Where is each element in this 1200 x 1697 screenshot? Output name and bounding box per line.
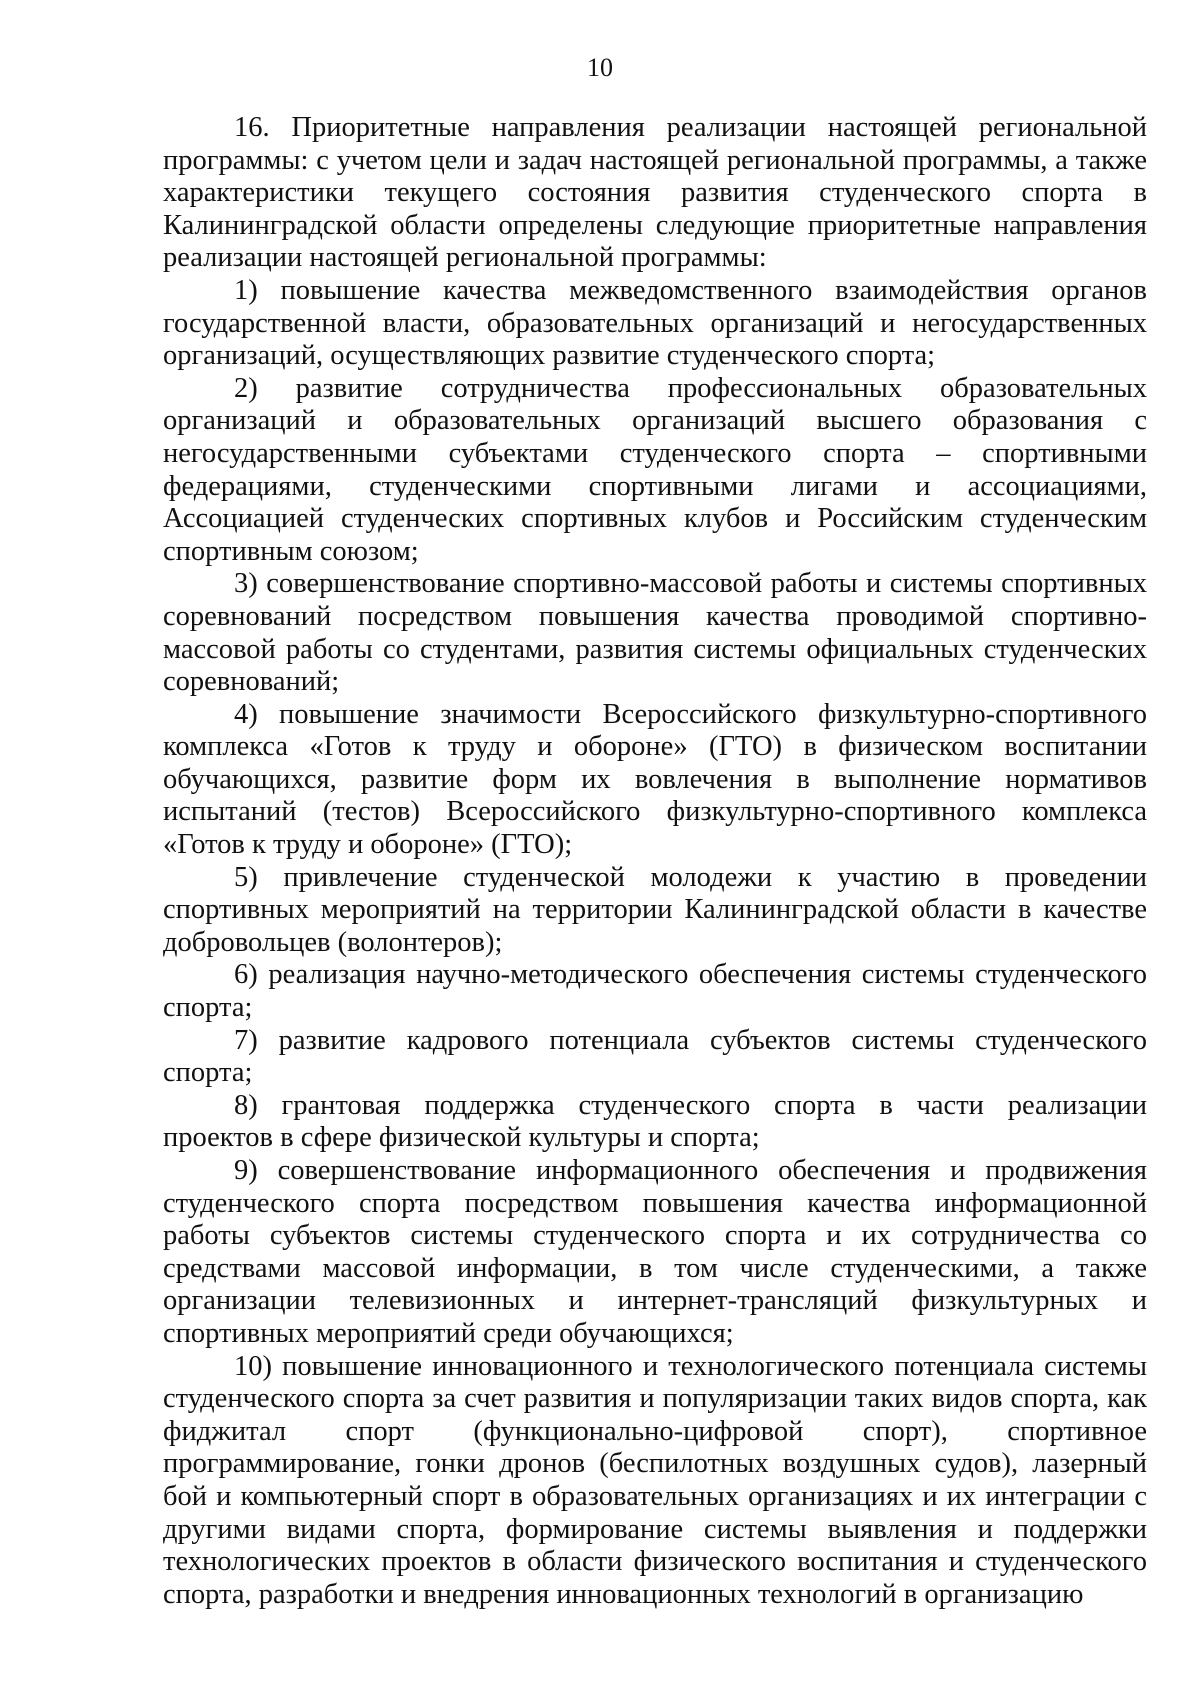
list-item-3: 3) совершенствование спортивно-массовой работы и системы спортивных соревнований посредством повышения качества проводимой спортивно-массовой работы со студентами, развития системы официальных студенческих соревнований; (163, 568, 1147, 698)
list-item-6: 6) реализация научно-методического обеспечения системы студенческого спорта; (163, 959, 1147, 1024)
list-item-5: 5) привлечение студенческой молодежи к участию в проведении спортивных мероприятий на территории Калининградской области в качестве добровольцев (волонтеров); (163, 861, 1147, 958)
list-item-1: 1) повышение качества межведомственного взаимодействия органов государственной власти, образовательных организаций и негосударственных организаций, осуществляющих развитие студенческого спорта; (163, 274, 1147, 372)
document-body (163, 112, 1147, 1611)
list-item-4: 4) повышение значимости Всероссийского физкультурно-спортивного комплекса «Готов к труду и обороне» (ГТО) в физическом воспитании обучающихся, развитие форм их вовлечения в выполнение нормативов испытаний (тестов) Всероссийского физкультурно-спортивного комплекса «Готов к труду и обороне» (ГТО); (163, 698, 1147, 861)
list-item-2: 2) развитие сотрудничества профессиональных образовательных организаций и образовательных организаций высшего образования с негосударственными субъектами студенческого спорта – спортивными федерациями, студенческими спортивными лигами и ассоциациями, Ассоциацией студенческих спортивных клубов и Российским студенческим спортивным союзом; (163, 372, 1147, 567)
list-item-7: 7) развитие кадрового потенциала субъектов системы студенческого спорта; (163, 1024, 1147, 1089)
page-number: 10 (587, 53, 613, 82)
list-item-8: 8) грантовая поддержка студенческого спорта в части реализации проектов в сфере физической культуры и спорта; (163, 1089, 1147, 1154)
list-item-10: 10) повышение инновационного и технологического потенциала системы студенческого спорта за счет развития и популяризации таких видов спорта, как фиджитал спорт (функционально-цифровой спорт), спортивное программирование, гонки дронов (беспилотных воздушных судов), лазерный бой и компьютерный спорт в образовательных организациях и их интеграции с другими видами спорта, формирование системы выявления и поддержки технологических проектов в области физического воспитания и студенческого спорта, разработки и внедрения инновационных технологий в организацию (163, 1350, 1147, 1610)
paragraph-16: 16. Приоритетные направления реализации настоящей региональной программы: с учетом цели и задач настоящей региональной программы, а также характеристики текущего состояния развития студенческого спорта в Калининградской области определены следующие приоритетные направления реализации настоящей региональной программы: (163, 112, 1147, 274)
list-item-9: 9) совершенствование информационного обеспечения и продвижения студенческого спорта посредством повышения качества информационной работы субъектов системы студенческого спорта и их сотрудничества со средствами массовой информации, в том числе студенческими, а также организации телевизионных и интернет-трансляций физкультурных и спортивных мероприятий среди обучающихся; (163, 1155, 1147, 1349)
